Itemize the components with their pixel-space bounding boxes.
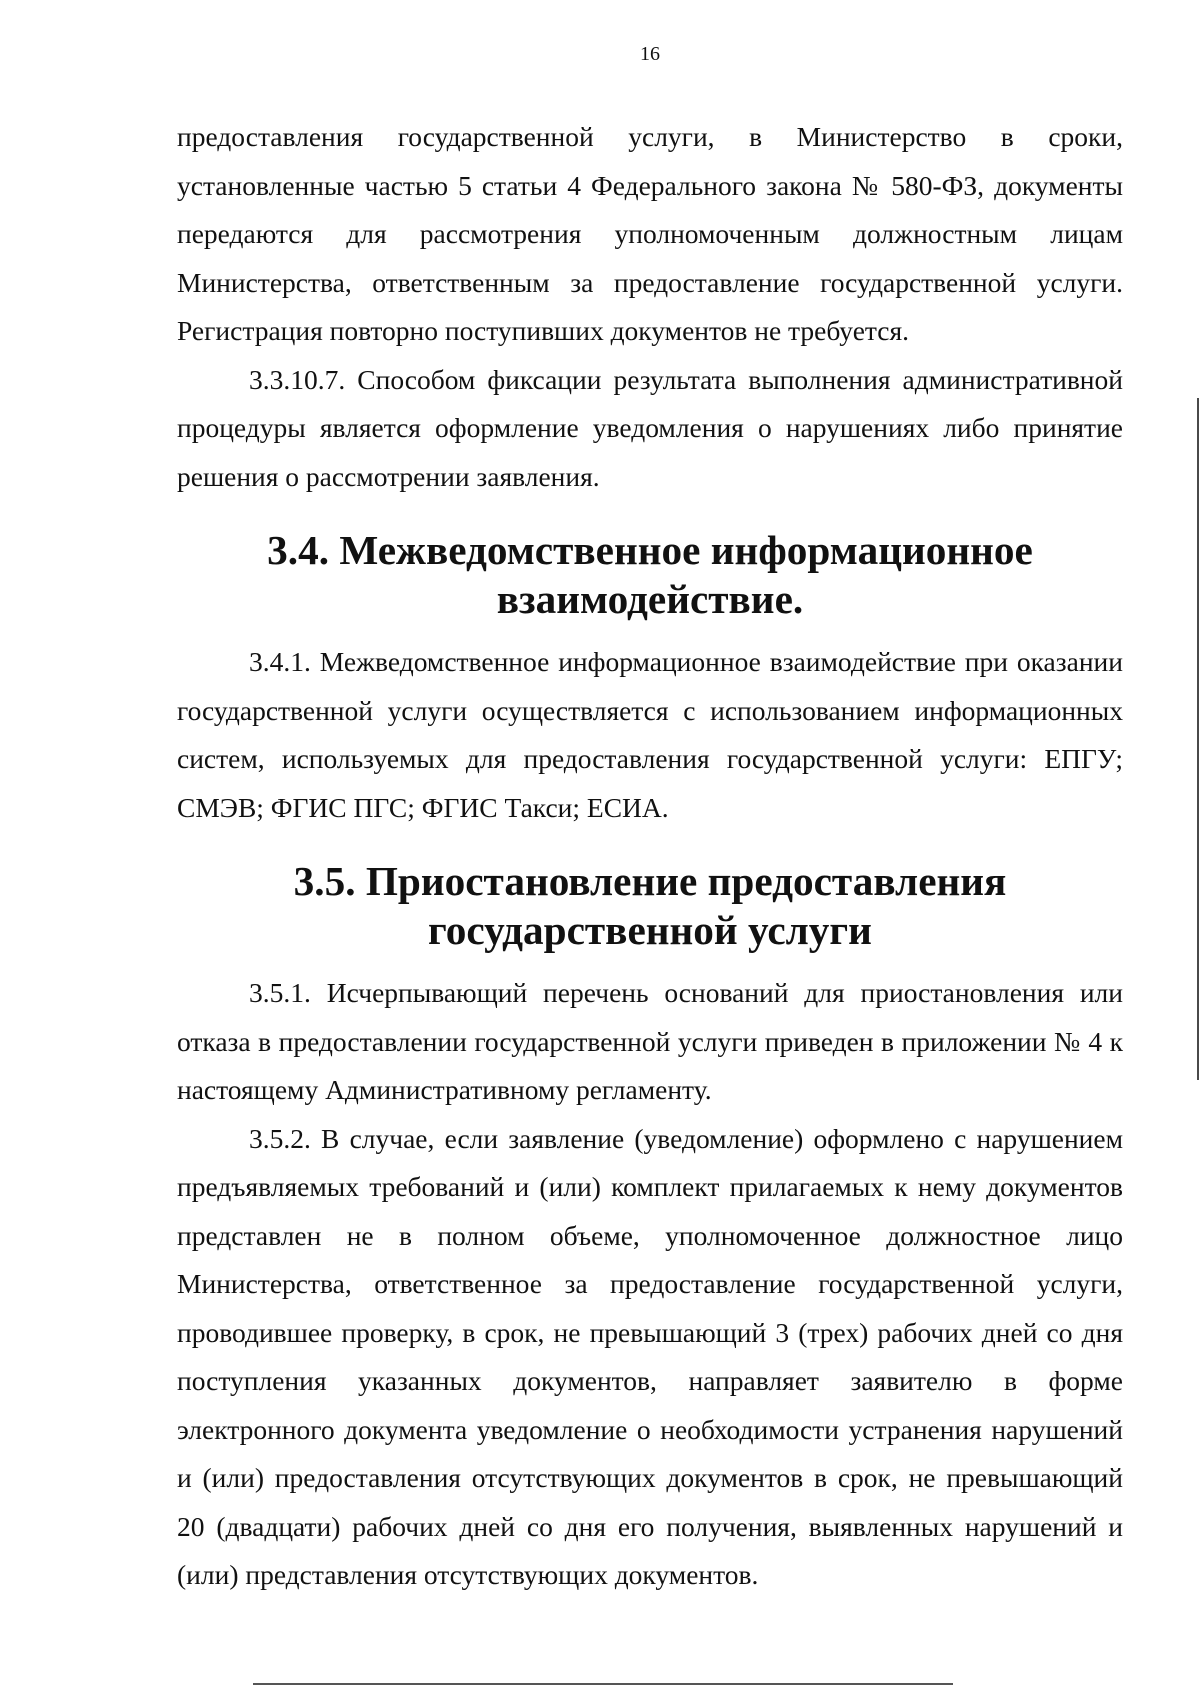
bottom-rule bbox=[253, 1683, 953, 1685]
paragraph-3-3-10-7: 3.3.10.7. Способом фиксации результата выполнения административной процедуры является оформление уведомления о нарушениях либо принятие решения о рассмотрении заявления. bbox=[177, 363, 1123, 492]
paragraph-continuation: предоставления государственной услуги, в Министерство в сроки, установленные частью 5 статьи 4 Федерального закона № 580-ФЗ, документы передаются для рассмотрения уполномоченным должностным лицам Министерства, ответственным за предоставление государственной услуги. Регистрация повторно поступивших документов не требуется. bbox=[177, 121, 1123, 346]
section-heading-3-5: 3.5. Приостановление предоставления государственной услуги bbox=[293, 858, 1007, 953]
page-number: 16 bbox=[640, 43, 660, 65]
paragraph-3-4-1: 3.4.1. Межведомственное информационное взаимодействие при оказании государственной услуги осуществляется с использованием информационных систем, используемых для предоставления государственной услуги: ЕПГУ; СМЭВ; ФГИС ПГС; ФГИС Такси; ЕСИА. bbox=[177, 646, 1123, 823]
document-body bbox=[177, 113, 1123, 1600]
section-heading-3-4: 3.4. Межведомственное информационное взаимодействие. bbox=[267, 527, 1033, 622]
scan-edge-line bbox=[1197, 398, 1199, 1080]
paragraph-3-5-2: 3.5.2. В случае, если заявление (уведомление) оформлено с нарушением предъявляемых требований и (или) комплект прилагаемых к нему документов представлен не в полном объеме, уполномоченное должностное лицо Министерства, ответственное за предоставление государственной услуги, проводившее проверку, в срок, не превышающий 3 (трех) рабочих дней со дня поступления указанных документов, направляет заявителю в форме электронного документа уведомление о необходимости устранения нарушений и (или) предоставления отсутствующих документов в срок, не превышающий 20 (двадцати) рабочих дней со дня его получения, выявленных нарушений и (или) представления отсутствующих документов. bbox=[177, 1122, 1123, 1590]
paragraph-3-5-1: 3.5.1. Исчерпывающий перечень оснований для приостановления или отказа в предоставлении государственной услуги приведен в приложении № 4 к настоящему Административному регламенту. bbox=[177, 977, 1123, 1105]
